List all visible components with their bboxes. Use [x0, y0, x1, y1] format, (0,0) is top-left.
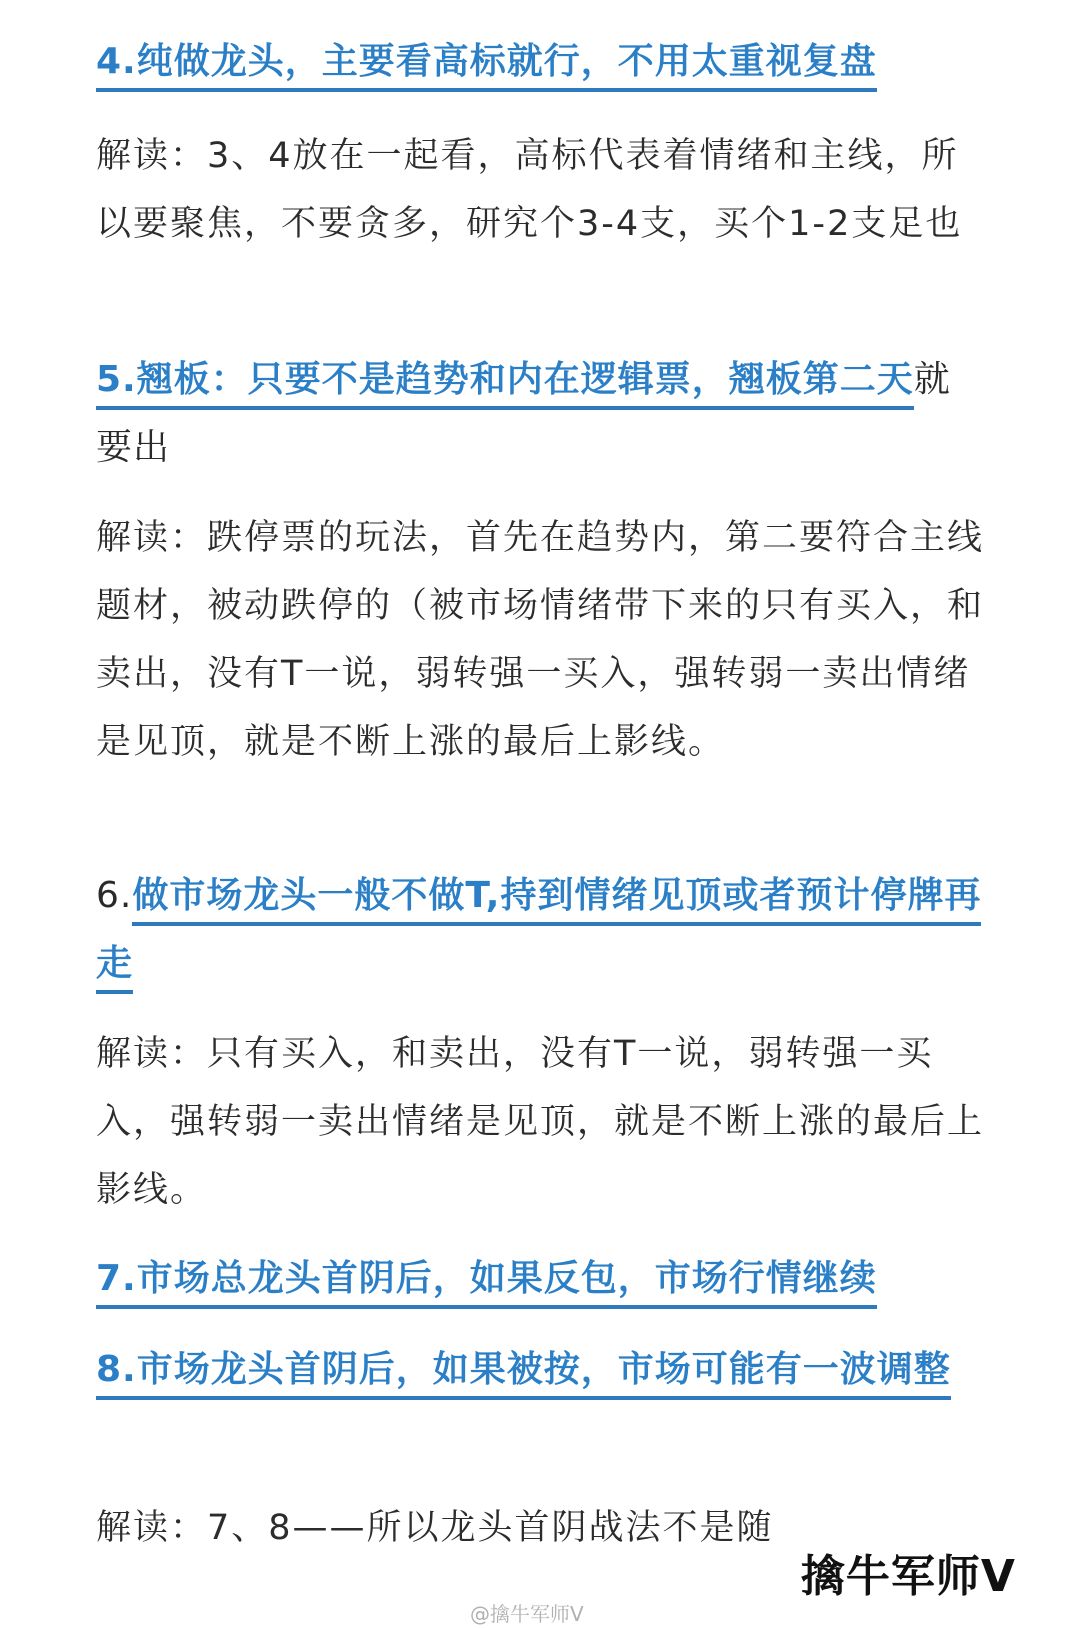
- heading-item-8-text: 8.市场龙头首阴后，如果被按，市场可能有一波调整: [96, 1349, 951, 1400]
- heading-item-6: [96, 862, 986, 998]
- paragraph-interpretation-8: 解读：7、8——所以龙头首阴战法不是随: [96, 1508, 774, 1548]
- heading-item-6-number: 6.: [96, 875, 133, 916]
- paragraph-interpretation-5: 解读：跌停票的玩法，首先在趋势内，第二要符合主线题材，被动跌停的（被市场情绪带下来的只有买入，和卖出，没有T一说，弱转强一买入，强转弱一卖出情绪是见顶，就是不断上涨的最后上影线。: [96, 518, 985, 762]
- weibo-watermark: @擒牛军师V: [470, 1602, 584, 1626]
- heading-item-5-text: 5.翘板：只要不是趋势和内在逻辑票，翘板第二天: [96, 359, 914, 410]
- heading-item-7-text: 7.市场总龙头首阴后，如果反包，市场行情继续: [96, 1258, 877, 1309]
- heading-item-5-tail: 就要出: [96, 359, 951, 468]
- heading-item-8: [96, 1336, 986, 1404]
- heading-item-4-text: 4.纯做龙头，主要看高标就行，不用太重视复盘: [96, 41, 877, 92]
- heading-item-5: [96, 346, 986, 482]
- paragraph-interpretation-4: 解读：3、4放在一起看，高标代表着情绪和主线，所以要聚焦，不要贪多，研究个3-4支，买个1-2支足也: [96, 136, 963, 244]
- brand-watermark: 擒牛军师V: [797, 1540, 1020, 1604]
- heading-item-7: [96, 1245, 986, 1313]
- paragraph-interpretation-6: 解读：只有买入，和卖出，没有T一说，弱转强一买入，强转弱一卖出情绪是见顶，就是不断上涨的最后上影线。: [96, 1034, 985, 1210]
- heading-item-6-text: 做市场龙头一般不做T,持到情绪见顶或者预计停牌再走: [96, 875, 981, 994]
- heading-item-4: [96, 28, 986, 96]
